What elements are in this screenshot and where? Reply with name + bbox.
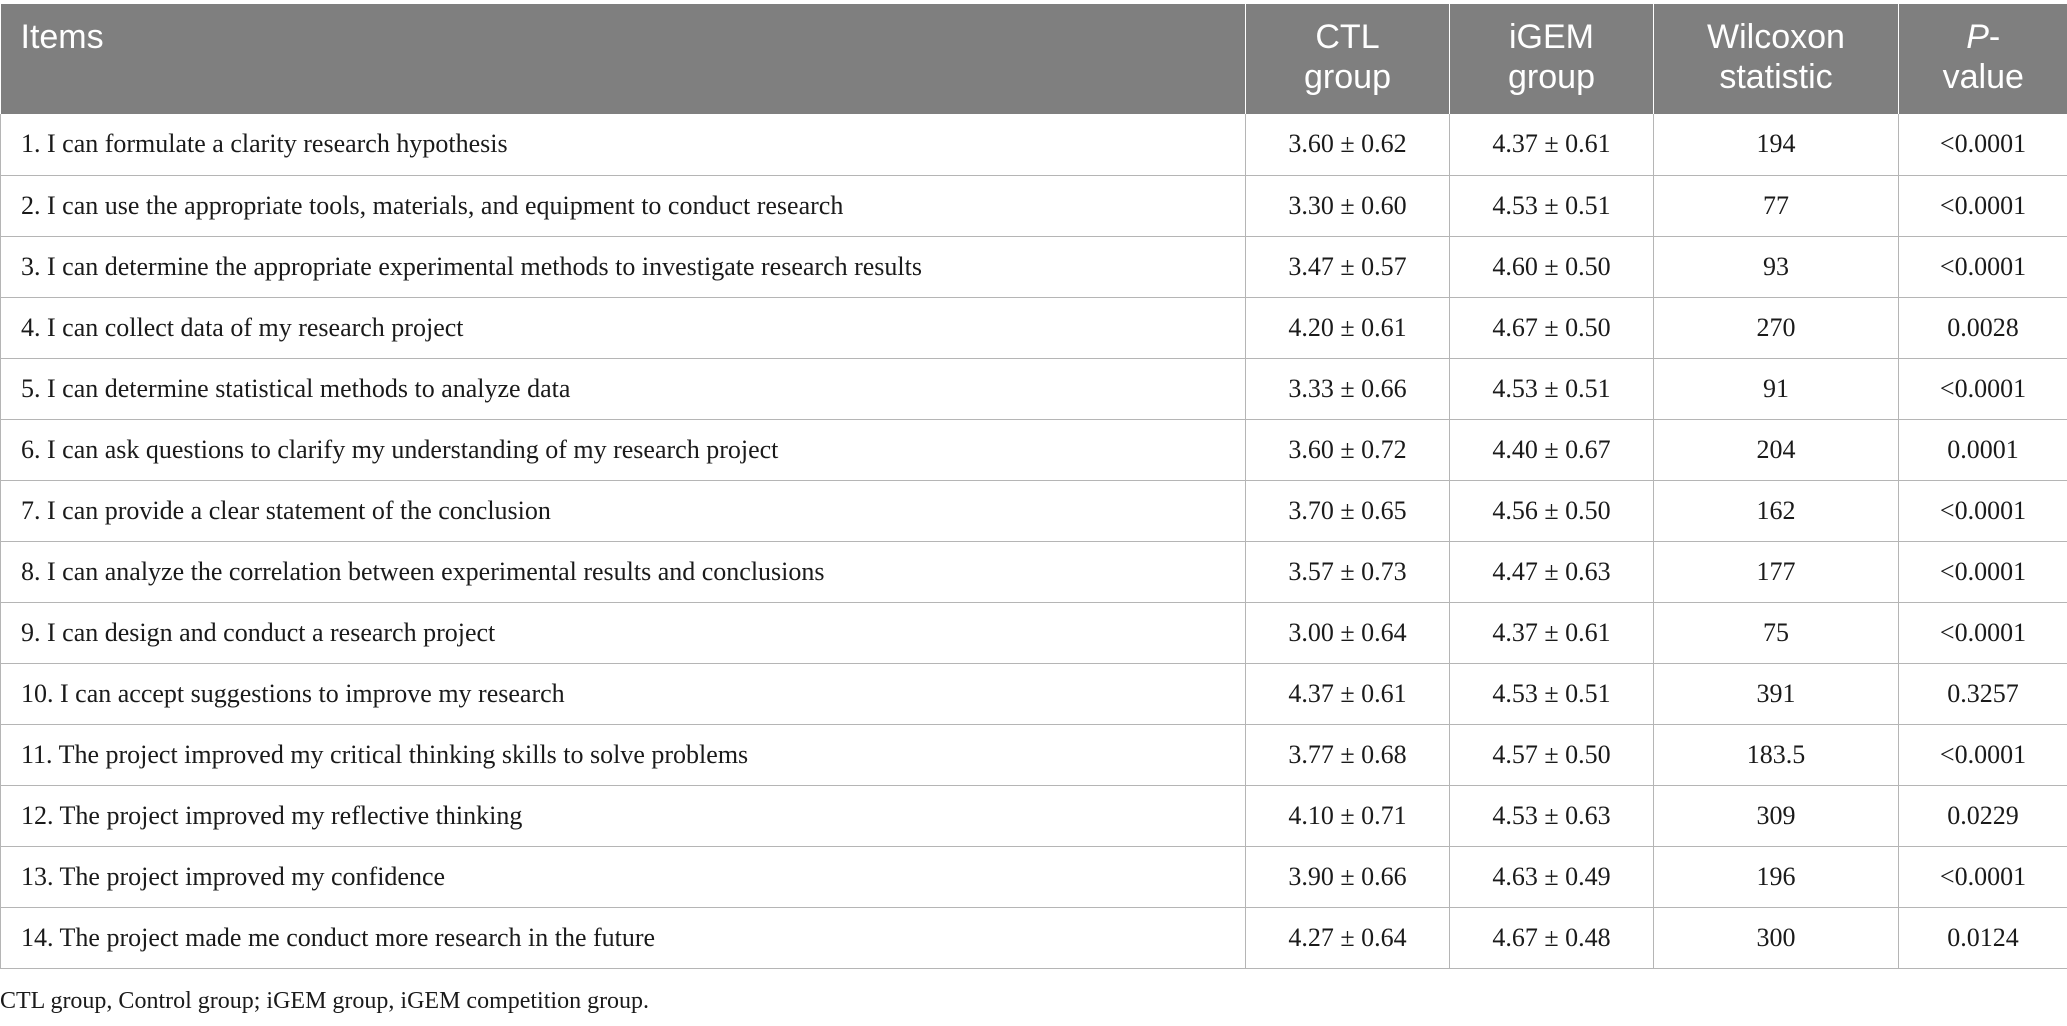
results-table-container: [0, 4, 2067, 969]
cell-wilcoxon-statistic: 183.5: [1654, 724, 1899, 785]
table-row: [1, 602, 2067, 663]
cell-p-value: <0.0001: [1899, 358, 2067, 419]
cell-wilcoxon-statistic: 162: [1654, 480, 1899, 541]
table-row: [1, 114, 2067, 175]
table-footnote: CTL group, Control group; iGEM group, iGEM competition group.: [0, 988, 650, 1014]
table-row: [1, 419, 2067, 480]
cell-item: 6. I can ask questions to clarify my understanding of my research project: [1, 419, 1246, 480]
table-row: [1, 236, 2067, 297]
cell-p-value: 0.0229: [1899, 785, 2067, 846]
cell-p-value: <0.0001: [1899, 541, 2067, 602]
header-row: [1, 4, 2067, 114]
table-row: [1, 480, 2067, 541]
cell-item: 9. I can design and conduct a research project: [1, 602, 1246, 663]
table-row: [1, 175, 2067, 236]
cell-ctl-group: 3.57 ± 0.73: [1246, 541, 1450, 602]
cell-item: 10. I can accept suggestions to improve my research: [1, 663, 1246, 724]
cell-igem-group: 4.60 ± 0.50: [1450, 236, 1654, 297]
cell-p-value: <0.0001: [1899, 114, 2067, 175]
results-table: [0, 4, 2067, 969]
header-igem-group: [1450, 4, 1654, 114]
header-p-line2: value: [1942, 58, 2024, 96]
cell-wilcoxon-statistic: 77: [1654, 175, 1899, 236]
cell-wilcoxon-statistic: 300: [1654, 907, 1899, 968]
table-row: [1, 907, 2067, 968]
cell-item: 14. The project made me conduct more research in the future: [1, 907, 1246, 968]
cell-wilcoxon-statistic: 204: [1654, 419, 1899, 480]
cell-wilcoxon-statistic: 309: [1654, 785, 1899, 846]
cell-item: 5. I can determine statistical methods to analyze data: [1, 358, 1246, 419]
header-wilcoxon-line2: statistic: [1719, 58, 1833, 96]
cell-wilcoxon-statistic: 93: [1654, 236, 1899, 297]
cell-igem-group: 4.67 ± 0.50: [1450, 297, 1654, 358]
cell-ctl-group: 3.33 ± 0.66: [1246, 358, 1450, 419]
cell-item: 8. I can analyze the correlation between experimental results and conclusions: [1, 541, 1246, 602]
header-ctl-line2: group: [1304, 58, 1391, 96]
cell-wilcoxon-statistic: 75: [1654, 602, 1899, 663]
cell-ctl-group: 3.30 ± 0.60: [1246, 175, 1450, 236]
cell-igem-group: 4.37 ± 0.61: [1450, 602, 1654, 663]
table-row: [1, 785, 2067, 846]
cell-igem-group: 4.37 ± 0.61: [1450, 114, 1654, 175]
cell-p-value: 0.0001: [1899, 419, 2067, 480]
header-wilcoxon-statistic: [1654, 4, 1899, 114]
cell-igem-group: 4.40 ± 0.67: [1450, 419, 1654, 480]
cell-igem-group: 4.67 ± 0.48: [1450, 907, 1654, 968]
cell-ctl-group: 3.90 ± 0.66: [1246, 846, 1450, 907]
cell-igem-group: 4.53 ± 0.51: [1450, 358, 1654, 419]
cell-ctl-group: 3.60 ± 0.62: [1246, 114, 1450, 175]
cell-p-value: <0.0001: [1899, 602, 2067, 663]
cell-p-value: <0.0001: [1899, 480, 2067, 541]
cell-item: 13. The project improved my confidence: [1, 846, 1246, 907]
cell-wilcoxon-statistic: 91: [1654, 358, 1899, 419]
cell-item: 1. I can formulate a clarity research hypothesis: [1, 114, 1246, 175]
cell-ctl-group: 4.20 ± 0.61: [1246, 297, 1450, 358]
cell-wilcoxon-statistic: 194: [1654, 114, 1899, 175]
cell-ctl-group: 3.70 ± 0.65: [1246, 480, 1450, 541]
cell-p-value: 0.0124: [1899, 907, 2067, 968]
cell-wilcoxon-statistic: 270: [1654, 297, 1899, 358]
header-wilcoxon-line1: Wilcoxon: [1707, 18, 1845, 56]
cell-item: 3. I can determine the appropriate experimental methods to investigate research results: [1, 236, 1246, 297]
header-p-hyphen: -: [1988, 18, 2001, 56]
cell-wilcoxon-statistic: 177: [1654, 541, 1899, 602]
header-p-letter: P: [1966, 18, 1989, 56]
cell-igem-group: 4.63 ± 0.49: [1450, 846, 1654, 907]
cell-igem-group: 4.57 ± 0.50: [1450, 724, 1654, 785]
table-header: [1, 4, 2067, 114]
header-igem-line2: group: [1508, 58, 1595, 96]
cell-p-value: 0.3257: [1899, 663, 2067, 724]
cell-item: 2. I can use the appropriate tools, materials, and equipment to conduct research: [1, 175, 1246, 236]
cell-igem-group: 4.53 ± 0.51: [1450, 663, 1654, 724]
cell-p-value: <0.0001: [1899, 724, 2067, 785]
cell-p-value: 0.0028: [1899, 297, 2067, 358]
table-row: [1, 663, 2067, 724]
cell-p-value: <0.0001: [1899, 175, 2067, 236]
table-row: [1, 297, 2067, 358]
cell-igem-group: 4.53 ± 0.63: [1450, 785, 1654, 846]
cell-ctl-group: 3.77 ± 0.68: [1246, 724, 1450, 785]
table-row: [1, 846, 2067, 907]
table-row: [1, 358, 2067, 419]
cell-p-value: <0.0001: [1899, 236, 2067, 297]
cell-igem-group: 4.56 ± 0.50: [1450, 480, 1654, 541]
header-ctl-line1: CTL: [1315, 18, 1380, 56]
cell-wilcoxon-statistic: 391: [1654, 663, 1899, 724]
table-row: [1, 541, 2067, 602]
header-ctl-group: [1246, 4, 1450, 114]
cell-ctl-group: 3.47 ± 0.57: [1246, 236, 1450, 297]
table-row: [1, 724, 2067, 785]
cell-item: 12. The project improved my reflective thinking: [1, 785, 1246, 846]
cell-item: 4. I can collect data of my research project: [1, 297, 1246, 358]
cell-ctl-group: 4.27 ± 0.64: [1246, 907, 1450, 968]
cell-item: 7. I can provide a clear statement of the conclusion: [1, 480, 1246, 541]
header-items: Items: [1, 4, 1246, 114]
table-body: [1, 114, 2067, 968]
cell-ctl-group: 4.37 ± 0.61: [1246, 663, 1450, 724]
cell-ctl-group: 4.10 ± 0.71: [1246, 785, 1450, 846]
cell-igem-group: 4.47 ± 0.63: [1450, 541, 1654, 602]
cell-wilcoxon-statistic: 196: [1654, 846, 1899, 907]
header-p-value: [1899, 4, 2067, 114]
cell-ctl-group: 3.00 ± 0.64: [1246, 602, 1450, 663]
cell-p-value: <0.0001: [1899, 846, 2067, 907]
header-igem-line1: iGEM: [1509, 18, 1594, 56]
cell-item: 11. The project improved my critical thinking skills to solve problems: [1, 724, 1246, 785]
cell-ctl-group: 3.60 ± 0.72: [1246, 419, 1450, 480]
cell-igem-group: 4.53 ± 0.51: [1450, 175, 1654, 236]
